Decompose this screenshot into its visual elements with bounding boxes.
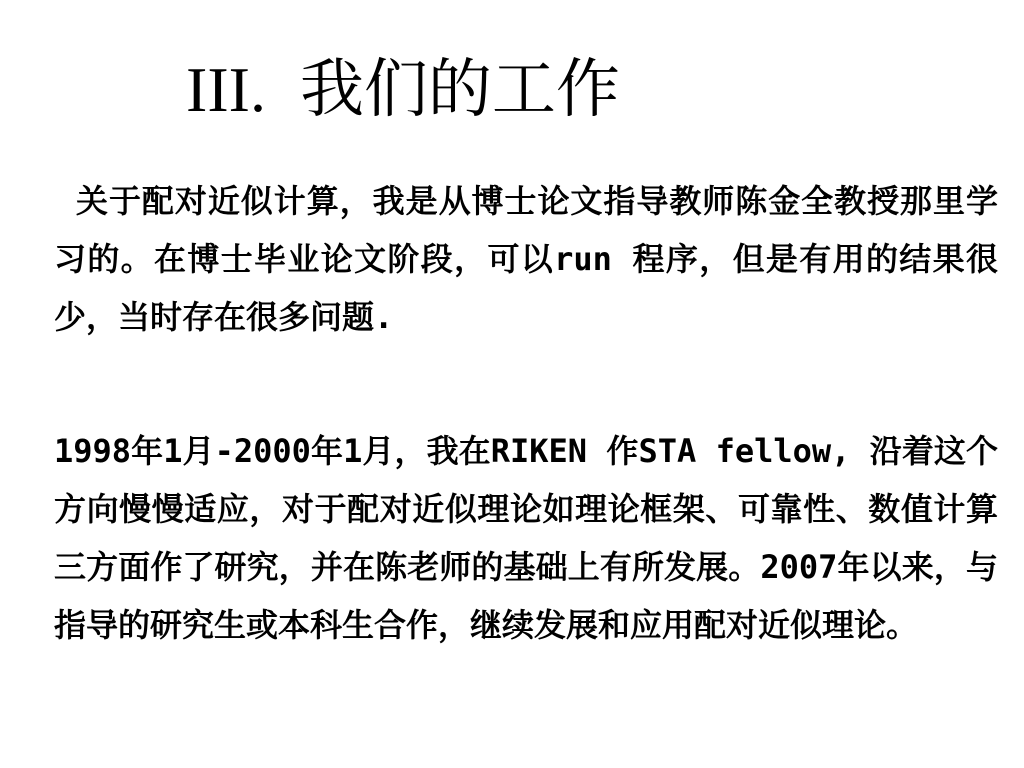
slide-title xyxy=(186,52,620,128)
title-number: III. xyxy=(186,54,266,125)
paragraph-research-history: 1998年1月-2000年1月，我在RIKEN 作STA fellow, 沿着这个方向慢慢适应，对于配对近似理论如理论框架、可靠性、数值计算三方面作了研究，并在陈老师的基础上有所发展。2007年以来，与指导的研究生或本科生合作，继续发展和应用配对近似理论。 xyxy=(54,432,998,644)
title-text: 我们的工作 xyxy=(299,53,620,127)
paragraph-background: 关于配对近似计算，我是从博士论文指导教师陈金全教授那里学习的。在博士毕业论文阶段，可以run 程序，但是有用的结果很少，当时存在很多问题. xyxy=(54,182,998,336)
